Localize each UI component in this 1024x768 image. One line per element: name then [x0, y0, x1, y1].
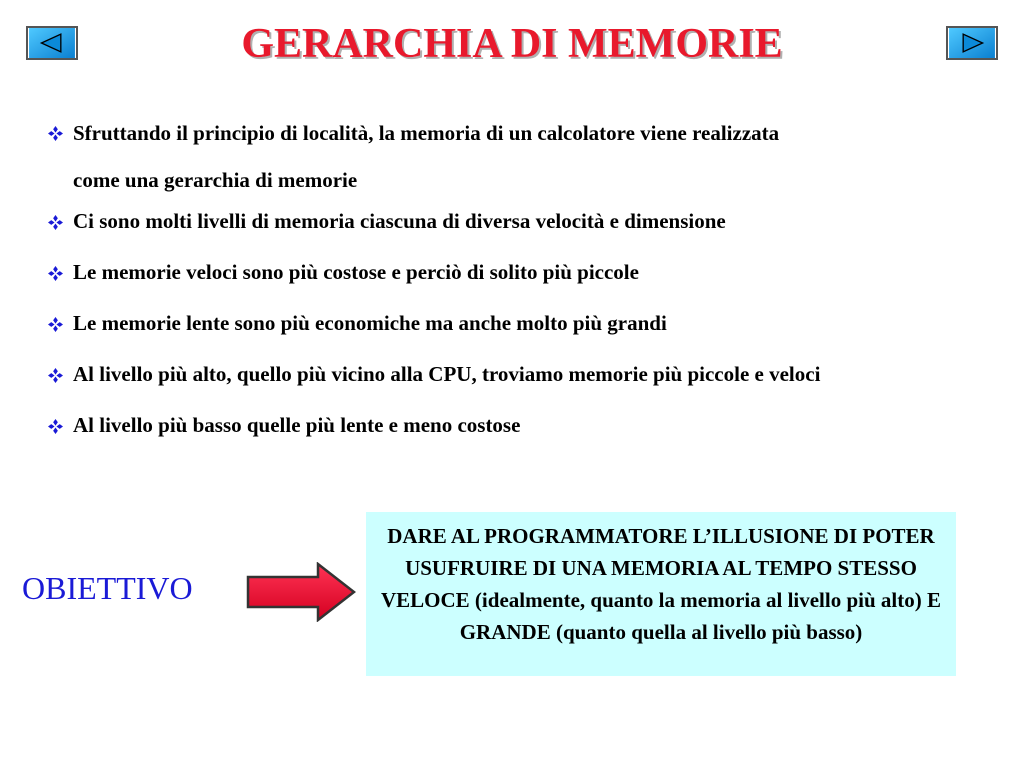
goal-text-box: DARE AL PROGRAMMATORE L’ILLUSIONE DI POTER USUFRUIRE DI UNA MEMORIA AL TEMPO STESSO VELOCE (idealmente, quanto la memoria al livello più alto) E GRANDE (quanto quella al livello più basso): [366, 512, 956, 676]
next-slide-button[interactable]: [946, 26, 998, 60]
bullet-item: [48, 206, 1008, 236]
bullet-text: Le memorie veloci sono più costose e perciò di solito più piccole: [73, 260, 639, 284]
bullet-item: [48, 257, 1008, 287]
goal-label: OBIETTIVO: [22, 570, 193, 606]
bullet-item: [48, 359, 1008, 389]
diamond-bullet-icon: [48, 126, 63, 141]
slide-title: GERARCHIA DI MEMORIE: [241, 21, 783, 67]
triangle-right-icon: [948, 28, 996, 58]
diamond-bullet-icon: [48, 419, 63, 434]
bullet-list: [48, 118, 1008, 461]
diamond-bullet-icon: [48, 317, 63, 332]
bullet-item: [48, 308, 1008, 338]
diamond-bullet-icon: [48, 266, 63, 281]
bullet-item: [48, 110, 1008, 204]
bullet-text-continued: come una gerarchia di memorie: [73, 168, 358, 192]
right-arrow-icon: [246, 562, 356, 622]
bullet-text: Al livello più alto, quello più vicino alla CPU, troviamo memorie più piccole e veloci: [73, 362, 821, 386]
bullet-text: Al livello più basso quelle più lente e meno costose: [73, 413, 521, 437]
bullet-item: [48, 410, 1008, 440]
diamond-bullet-icon: [48, 215, 63, 230]
bullet-text: Ci sono molti livelli di memoria ciascuna di diversa velocità e dimensione: [73, 209, 726, 233]
bullet-text: Sfruttando il principio di località, la memoria di un calcolatore viene realizzata: [73, 121, 780, 145]
bullet-text: Le memorie lente sono più economiche ma anche molto più grandi: [73, 311, 667, 335]
diamond-bullet-icon: [48, 368, 63, 383]
